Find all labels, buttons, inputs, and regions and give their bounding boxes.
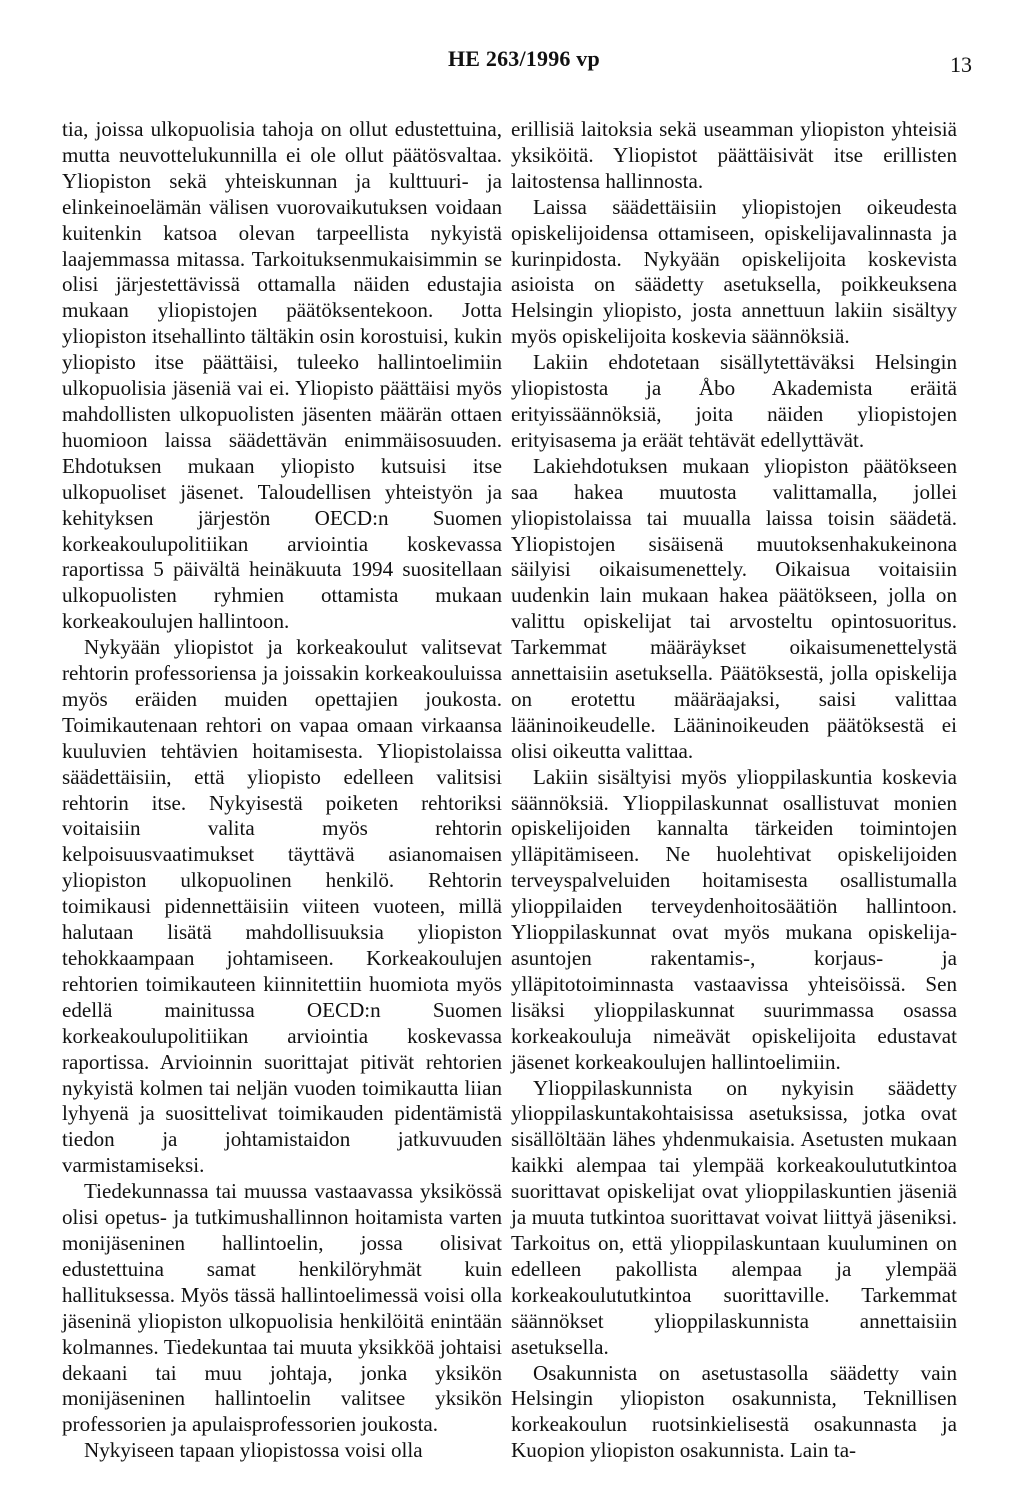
document-reference: HE 263/1996 vp bbox=[448, 46, 600, 71]
paragraph: Nykyään yliopistot ja korkeakoulut valitsevat rehtorin professoriensa ja joissakin korkeakouluissa myös eräiden muiden opettajien joukosta. Toimikautenaan rehtori on vapaa omaan virkaansa kuuluvien tehtävien hoitamisesta. Yliopistolaissa säädettäisiin, että yliopisto edelleen valitsisi rehtorin itse. Nykyisestä poiketen rehtoriksi voitaisiin valita myös rehtorin kelpoisuusvaatimukset täyttävä asianomaisen yliopiston ulkopuolinen henkilö. Rehtorin toimikausi pidennettäisiin viiteen vuoteen, millä halutaan lisätä mahdollisuuksia yliopiston tehokkaampaan johtamiseen. Korkeakoulujen rehtorien toimikauteen kiinnitettiin huomiota myös edellä mainitussa OECD:n Suomen korkeakoulupolitiikan arviointia koskevassa raportissa. Arvioinnin suorittajat pitivät rehtorien nykyistä kolmen tai neljän vuoden toimikautta liian lyhyenä ja suosittelivat toimikauden pidentämistä tiedon ja johtamistaidon jatkuvuuden varmistamiseksi. bbox=[62, 635, 502, 1178]
paragraph: Nykyiseen tapaan yliopistossa voisi olla bbox=[84, 1438, 423, 1463]
left-text-column bbox=[62, 117, 502, 1464]
paragraph: erillisiä laitoksia sekä useamman yliopiston yhteisiä yksiköitä. Yliopistot päättäisivät itse erillisten laitostensa hallinnosta. bbox=[511, 117, 957, 193]
right-text-column bbox=[511, 117, 957, 1464]
paragraph: Laissa säädettäisiin yliopistojen oikeudesta opiskelijoidensa ottamiseen, opiskelijavalinnasta ja kurinpidosta. Nykyään opiskelijoita koskevista asioista on säädetty asetuksella, poikkeuksena Helsingin yliopisto, josta annettuun lakiin sisältyy myös opiskelijoita koskevia säännöksiä. bbox=[511, 194, 957, 349]
paragraph: Tiedekunnassa tai muussa vastaavassa yksikössä olisi opetus- ja tutkimushallinnon hoitamista varten monijäseninen hallintoelin, jossa olisivat edustettuina samat henkilöryhmät kuin hallituksessa. Myös tässä hallintoelimessä voisi olla jäseninä yliopiston ulkopuolisia henkilöitä enintään kolmannes. Tiedekuntaa tai muuta yksikköä johtaisi dekaani tai muu johtaja, jonka yksikön monijäseninen hallintoelin valitsee yksikön professorien ja apulaisprofessorien joukosta. bbox=[62, 1179, 502, 1437]
paragraph: Ylioppilaskunnista on nykyisin säädetty ylioppilaskuntakohtaisissa asetuksissa, jotka ovat sisällöltään lähes yhdenmukaisia. Asetusten mukaan kaikki alempaa tai ylempää korkeakoulututkintoa suorittavat opiskelijat ovat ylioppilaskuntien jäseniä ja muuta tutkintoa suorittavat voivat liittyä jäseniksi. Tarkoitus on, että ylioppilaskuntaan kuuluminen on edelleen pakollista alempaa ja ylempää korkeakoulututkintoa suorittaville. Tarkemmat säännökset ylioppilaskunnista annettaisiin asetuksella. bbox=[511, 1075, 957, 1359]
page-header bbox=[0, 46, 1024, 80]
paragraph: tia, joissa ulkopuolisia tahoja on ollut edustettuina, mutta neuvottelukunnilla ei ole ollut päätösvaltaa. Yliopiston sekä yhteiskunnan ja kulttuuri- ja elinkeinoelämän välisen vuorovaikutuksen voidaan kuitenkin katsoa olevan tarpeellista nykyistä laajemmassa mitassa. Tarkoituksenmukaisimmin se olisi järjestettävissä ottamalla näiden edustajia mukaan yliopistojen päätöksentekoon. Jotta yliopiston itsehallinto tältäkin osin korostuisi, kukin yliopisto itse päättäisi, tuleeko hallintoelimiin ulkopuolisia jäseniä vai ei. Yliopisto päättäisi myös mahdollisten ulkopuolisten jäsenten määrän ottaen huomioon laissa säädettävän enimmäisosuuden. Ehdotuksen mukaan yliopisto kutsuisi itse ulkopuoliset jäsenet. Taloudellisen yhteistyön ja kehityksen järjestön OECD:n Suomen korkeakoulupolitiikan arviointia koskevassa raportissa 5 päivältä heinäkuuta 1994 suositellaan ulkopuolisten ryhmien ottamista mukaan korkeakoulujen hallintoon. bbox=[62, 117, 502, 634]
page-number: 13 bbox=[950, 52, 972, 77]
paragraph: Lakiin sisältyisi myös ylioppilaskuntia koskevia säännöksiä. Ylioppilaskunnat osallistuvat monien opiskelijoiden kannalta tärkeiden toimintojen ylläpitämiseen. Ne huolehtivat opiskelijoiden terveyspalveluiden hoitamisesta osallistumalla ylioppilaiden terveydenhoitosäätiön hallintoon. Ylioppilaskunnat ovat myös mukana opiskelija-asuntojen rakentamis-, korjaus- ja ylläpitotoiminnasta vastaavissa yhteisöissä. Sen lisäksi ylioppilaskunnat suurimmassa osassa korkeakouluja nimeävät opiskelijoita edustavat jäsenet korkeakoulujen hallintoelimiin. bbox=[511, 764, 957, 1074]
paragraph: Lakiin ehdotetaan sisällytettäväksi Helsingin yliopistosta ja Åbo Akademista eräitä erityissäännöksiä, joita näiden yliopistojen erityisasema ja eräät tehtävät edellyttävät. bbox=[511, 350, 957, 452]
paragraph: Osakunnista on asetustasolla säädetty vain Helsingin yliopiston osakunnista, Teknillisen korkeakoulun ruotsinkielisestä osakunnasta ja Kuopion yliopiston osakunnista. Lain ta- bbox=[511, 1360, 957, 1463]
paragraph: Lakiehdotuksen mukaan yliopiston päätökseen saa hakea muutosta valittamalla, jollei yliopistolaissa tai muualla laissa toisin säädetä. Yliopistojen sisäisenä muutoksenhakukeinona säilyisi oikaisumenettely. Oikaisua voitaisiin uudenkin lain mukaan hakea päätökseen, jolla on valittu opiskelijat tai arvosteltu opintosuoritus. Tarkemmat määräykset oikaisumenettelystä annettaisiin asetuksella. Päätöksestä, jolla opiskelija on erotettu määräajaksi, saisi valittaa lääninoikeudelle. Lääninoikeuden päätöksestä ei olisi oikeutta valittaa. bbox=[511, 453, 957, 763]
